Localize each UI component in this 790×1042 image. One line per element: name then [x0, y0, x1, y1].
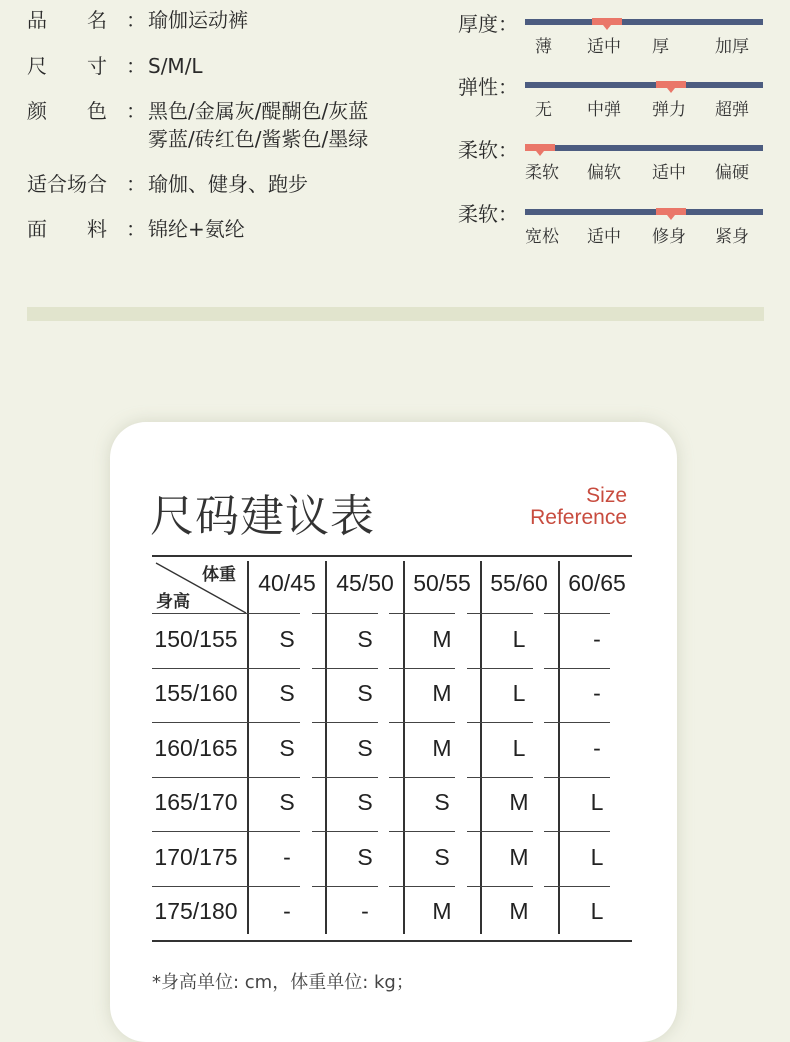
- header-weight-cell: 60/65: [568, 570, 626, 596]
- row-divider: [544, 831, 610, 832]
- spec-label-name: 品 名: [27, 8, 107, 32]
- size-cell: S: [279, 789, 295, 815]
- header-weight-label: 体重: [202, 565, 236, 585]
- scale-label: 紧身: [715, 227, 749, 247]
- scale-label: 偏软: [587, 163, 621, 183]
- size-cell: S: [357, 680, 373, 706]
- column-divider: [247, 561, 249, 934]
- row-divider: [234, 777, 300, 778]
- size-cell: -: [593, 735, 601, 761]
- size-cell: M: [432, 626, 452, 652]
- row-divider: [312, 613, 378, 614]
- scale-bar: [525, 82, 763, 88]
- header-weight-cell: 45/50: [336, 570, 394, 596]
- spec-value-color-line2: 雾蓝/砖红色/酱紫色/墨绿: [148, 127, 369, 151]
- scale-title: 柔软：: [458, 138, 518, 162]
- size-cell: -: [283, 898, 291, 924]
- row-height-cell: 160/165: [154, 735, 238, 761]
- footnote: *身高单位: cm，体重单位: kg；: [152, 972, 414, 993]
- size-cell: S: [279, 735, 295, 761]
- row-divider: [544, 777, 610, 778]
- scale-title: 柔软：: [458, 202, 518, 226]
- scale-label: 柔软: [525, 163, 559, 183]
- spec-value-name: 瑜伽运动裤: [148, 8, 248, 32]
- size-table-title: 尺码建议表: [150, 491, 375, 542]
- size-cell: L: [590, 844, 604, 870]
- table-bottom-rule: [152, 940, 632, 942]
- table-top-rule: [152, 555, 632, 557]
- size-cell: S: [357, 735, 373, 761]
- row-divider: [152, 777, 242, 778]
- row-divider: [234, 668, 300, 669]
- row-divider: [544, 613, 610, 614]
- scale-title: 厚度：: [458, 12, 518, 36]
- spec-value-occasion: 瑜伽、健身、跑步: [148, 172, 308, 196]
- header-height-label: 身高: [156, 592, 190, 612]
- spec-value-color-line1: 黑色/金属灰/醍醐色/灰蓝: [148, 99, 369, 123]
- size-cell: L: [590, 898, 604, 924]
- row-divider: [467, 613, 533, 614]
- row-divider: [234, 831, 300, 832]
- scale-bar: [525, 209, 763, 215]
- size-cell: M: [509, 898, 529, 924]
- row-divider: [234, 886, 300, 887]
- scale-label: 中弹: [587, 100, 621, 120]
- size-cell: M: [509, 789, 529, 815]
- row-divider: [544, 722, 610, 723]
- row-divider: [467, 777, 533, 778]
- column-divider: [403, 561, 405, 934]
- section-divider: [27, 307, 764, 321]
- scale-label: 弹力: [652, 100, 686, 120]
- spec-colon: ：: [126, 99, 146, 123]
- scale-marker: [525, 144, 555, 151]
- scale-label: 超弹: [715, 100, 749, 120]
- row-divider: [152, 722, 242, 723]
- row-divider: [312, 886, 378, 887]
- row-divider: [389, 722, 455, 723]
- spec-value-size: S/M/L: [148, 54, 203, 78]
- scale-marker: [592, 18, 622, 25]
- size-cell: S: [357, 626, 373, 652]
- size-table: [152, 555, 632, 942]
- size-table-subtitle-size: Size: [586, 484, 627, 507]
- scale-marker: [656, 208, 686, 215]
- spec-colon: ：: [126, 217, 146, 241]
- size-cell: S: [434, 789, 450, 815]
- scale-label: 宽松: [525, 227, 559, 247]
- spec-label-fabric: 面 料: [27, 217, 107, 241]
- spec-colon: ：: [126, 54, 146, 78]
- header-weight-cell: 55/60: [490, 570, 548, 596]
- header-weight-cell: 50/55: [413, 570, 471, 596]
- spec-label-color: 颜 色: [27, 99, 107, 123]
- row-height-cell: 155/160: [154, 680, 238, 706]
- size-cell: L: [512, 680, 526, 706]
- scale-title: 弹性：: [458, 75, 518, 99]
- row-divider: [467, 886, 533, 887]
- size-cell: L: [590, 789, 604, 815]
- row-height-cell: 150/155: [154, 626, 238, 652]
- row-divider: [389, 613, 455, 614]
- size-cell: -: [361, 898, 369, 924]
- scale-label: 加厚: [715, 37, 749, 57]
- size-cell: M: [432, 898, 452, 924]
- scale-bar: [525, 19, 763, 25]
- spec-value-fabric: 锦纶+氨纶: [148, 217, 245, 241]
- size-table-subtitle-reference: Reference: [530, 506, 627, 529]
- row-divider: [389, 831, 455, 832]
- size-cell: S: [357, 844, 373, 870]
- size-cell: S: [279, 680, 295, 706]
- row-divider: [234, 722, 300, 723]
- scale-label: 无: [535, 100, 552, 120]
- row-divider: [152, 613, 242, 614]
- row-divider: [152, 668, 242, 669]
- row-divider: [234, 613, 300, 614]
- row-divider: [467, 668, 533, 669]
- size-cell: -: [283, 844, 291, 870]
- scale-label: 修身: [652, 227, 686, 247]
- spec-colon: ：: [126, 172, 146, 196]
- size-cell: L: [512, 626, 526, 652]
- row-divider: [312, 722, 378, 723]
- row-divider: [389, 886, 455, 887]
- scale-label: 适中: [587, 227, 621, 247]
- size-cell: -: [593, 626, 601, 652]
- row-divider: [152, 831, 242, 832]
- size-reference-card: [110, 422, 677, 1042]
- scale-label: 适中: [652, 163, 686, 183]
- row-divider: [389, 668, 455, 669]
- row-divider: [312, 831, 378, 832]
- row-divider: [312, 777, 378, 778]
- column-divider: [325, 561, 327, 934]
- row-height-cell: 170/175: [154, 844, 238, 870]
- size-cell: L: [512, 735, 526, 761]
- size-cell: M: [509, 844, 529, 870]
- row-divider: [544, 668, 610, 669]
- size-cell: -: [593, 680, 601, 706]
- row-divider: [467, 831, 533, 832]
- size-cell: S: [434, 844, 450, 870]
- size-cell: M: [432, 735, 452, 761]
- scale-label: 适中: [587, 37, 621, 57]
- scale-bar: [525, 145, 763, 151]
- column-divider: [480, 561, 482, 934]
- row-height-cell: 175/180: [154, 898, 238, 924]
- row-divider: [312, 668, 378, 669]
- scale-label: 偏硬: [715, 163, 749, 183]
- column-divider: [558, 561, 560, 934]
- header-weight-cell: 40/45: [258, 570, 316, 596]
- row-divider: [389, 777, 455, 778]
- spec-label-size: 尺 寸: [27, 54, 107, 78]
- scale-marker: [656, 81, 686, 88]
- size-cell: M: [432, 680, 452, 706]
- row-height-cell: 165/170: [154, 789, 238, 815]
- size-cell: S: [357, 789, 373, 815]
- spec-colon: ：: [126, 8, 146, 32]
- scale-label: 厚: [652, 37, 669, 57]
- row-divider: [544, 886, 610, 887]
- row-divider: [467, 722, 533, 723]
- size-cell: S: [279, 626, 295, 652]
- scale-label: 薄: [535, 37, 552, 57]
- row-divider: [152, 886, 242, 887]
- spec-label-occasion: 适合场合: [27, 172, 107, 196]
